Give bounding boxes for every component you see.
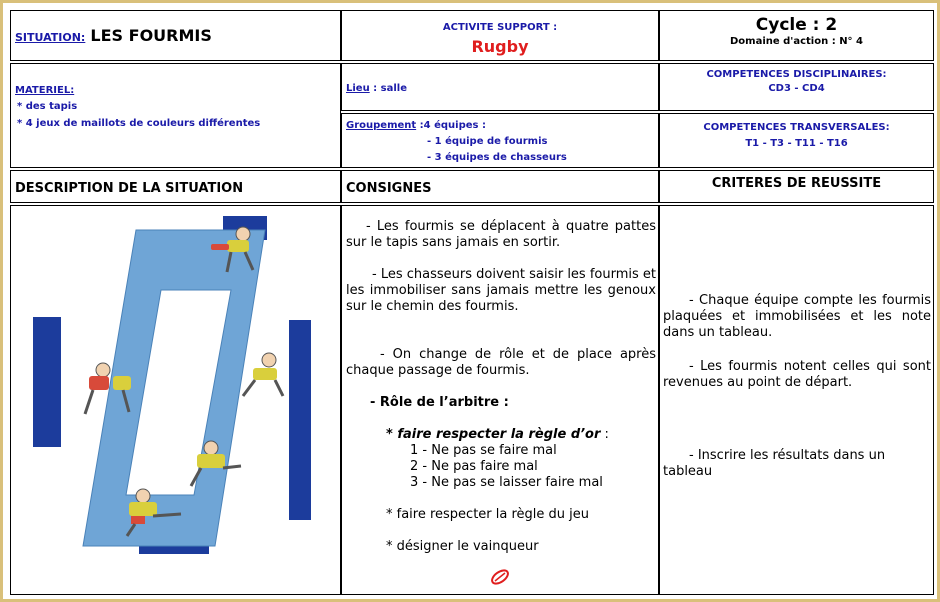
consigne-paragraph: - Les fourmis se déplacent à quatre pattes sur le tapis sans jamais en sortir. [346,219,656,250]
groupement-label: Groupement [346,120,417,131]
rule-item: 2 - Ne pas faire mal [410,459,538,474]
description-header: DESCRIPTION DE LA SITUATION [15,181,244,196]
criteres-cell [659,205,934,595]
arbitre-title: - Rôle de l’arbitre : [370,395,509,410]
rugby-ball-icon [489,568,511,586]
lieu-cell [341,63,659,111]
materiel-cell [10,63,341,168]
lieu-label: Lieu [346,83,370,94]
situation-label: SITUATION: [15,31,86,44]
activity-value: Rugby [471,37,529,56]
groupement-cell [341,113,659,168]
activity-label: ACTIVITE SUPPORT : [442,22,558,33]
activity-cell [341,10,659,61]
competences-transversales-label: COMPETENCES TRANSVERSALES: [703,122,890,133]
situation-title: LES FOURMIS [90,26,212,45]
consigne-item: * désigner le vainqueur [386,539,539,554]
competences-disciplinaires-value: CD3 - CD4 [768,83,825,94]
materiel-item: * des tapis [17,101,78,112]
critere-paragraph: - Les fourmis notent celles qui sont revenues au point de départ. [663,359,931,390]
cycle-title: Cycle : 2 [755,15,838,35]
domain-text: Domaine d'action : N° 4 [729,36,863,47]
consigne-paragraph: - On change de rôle et de place après chaque passage de fourmis. [346,347,656,378]
description-header-cell [10,170,341,203]
side-mat-left [33,317,61,447]
golden-rule-line [386,427,609,443]
competences-disciplinaires-cell [659,63,934,111]
mat-frame [83,230,265,546]
critere-paragraph: - Inscrire les résultats dans un tableau [663,448,886,479]
criteres-header: CRITERES DE REUSSITE [711,176,882,191]
situation-line [15,26,212,45]
criteres-header-cell [659,170,934,203]
consigne-item: * faire respecter la règle du jeu [386,507,590,522]
lieu-line [346,83,407,94]
rule-item: 1 - Ne pas se faire mal [410,443,557,458]
player-figure [243,353,283,396]
consigne-paragraph: - Les chasseurs doivent saisir les fourmis et les immobiliser sans jamais mettre les genoux sur le chemin des fourmis. [346,267,656,314]
groupement-item: - 3 équipes de chasseurs [427,152,567,163]
cycle-cell [659,10,934,61]
lieu-value: : salle [369,83,408,94]
side-mat-right [289,320,311,520]
groupement-value: :4 équipes : [416,120,486,131]
consignes-header-cell [341,170,659,203]
materiel-label: MATERIEL: [15,85,75,96]
groupement-item: - 1 équipe de fourmis [427,136,548,147]
consignes-cell [341,205,659,595]
materiel-item: * 4 jeux de maillots de couleurs différentes [17,118,261,129]
competences-transversales-value: T1 - T3 - T11 - T16 [745,138,848,149]
critere-paragraph: - Chaque équipe compte les fourmis plaquées et immobilisées et les note dans un tableau. [663,293,931,340]
competences-transversales-cell [659,113,934,168]
consignes-header: CONSIGNES [346,181,432,196]
ant-game-illustration [31,210,313,572]
illustration-cell [10,205,341,595]
golden-rule-text: faire respecter la règle d’or [397,427,601,442]
groupement-line [346,120,486,131]
competences-disciplinaires-label: COMPETENCES DISCIPLINAIRES: [706,69,887,80]
situation-cell [10,10,341,61]
golden-rule-colon: : [600,427,609,442]
golden-rule-bullet: * [386,427,398,442]
rule-item: 3 - Ne pas se laisser faire mal [410,475,603,490]
